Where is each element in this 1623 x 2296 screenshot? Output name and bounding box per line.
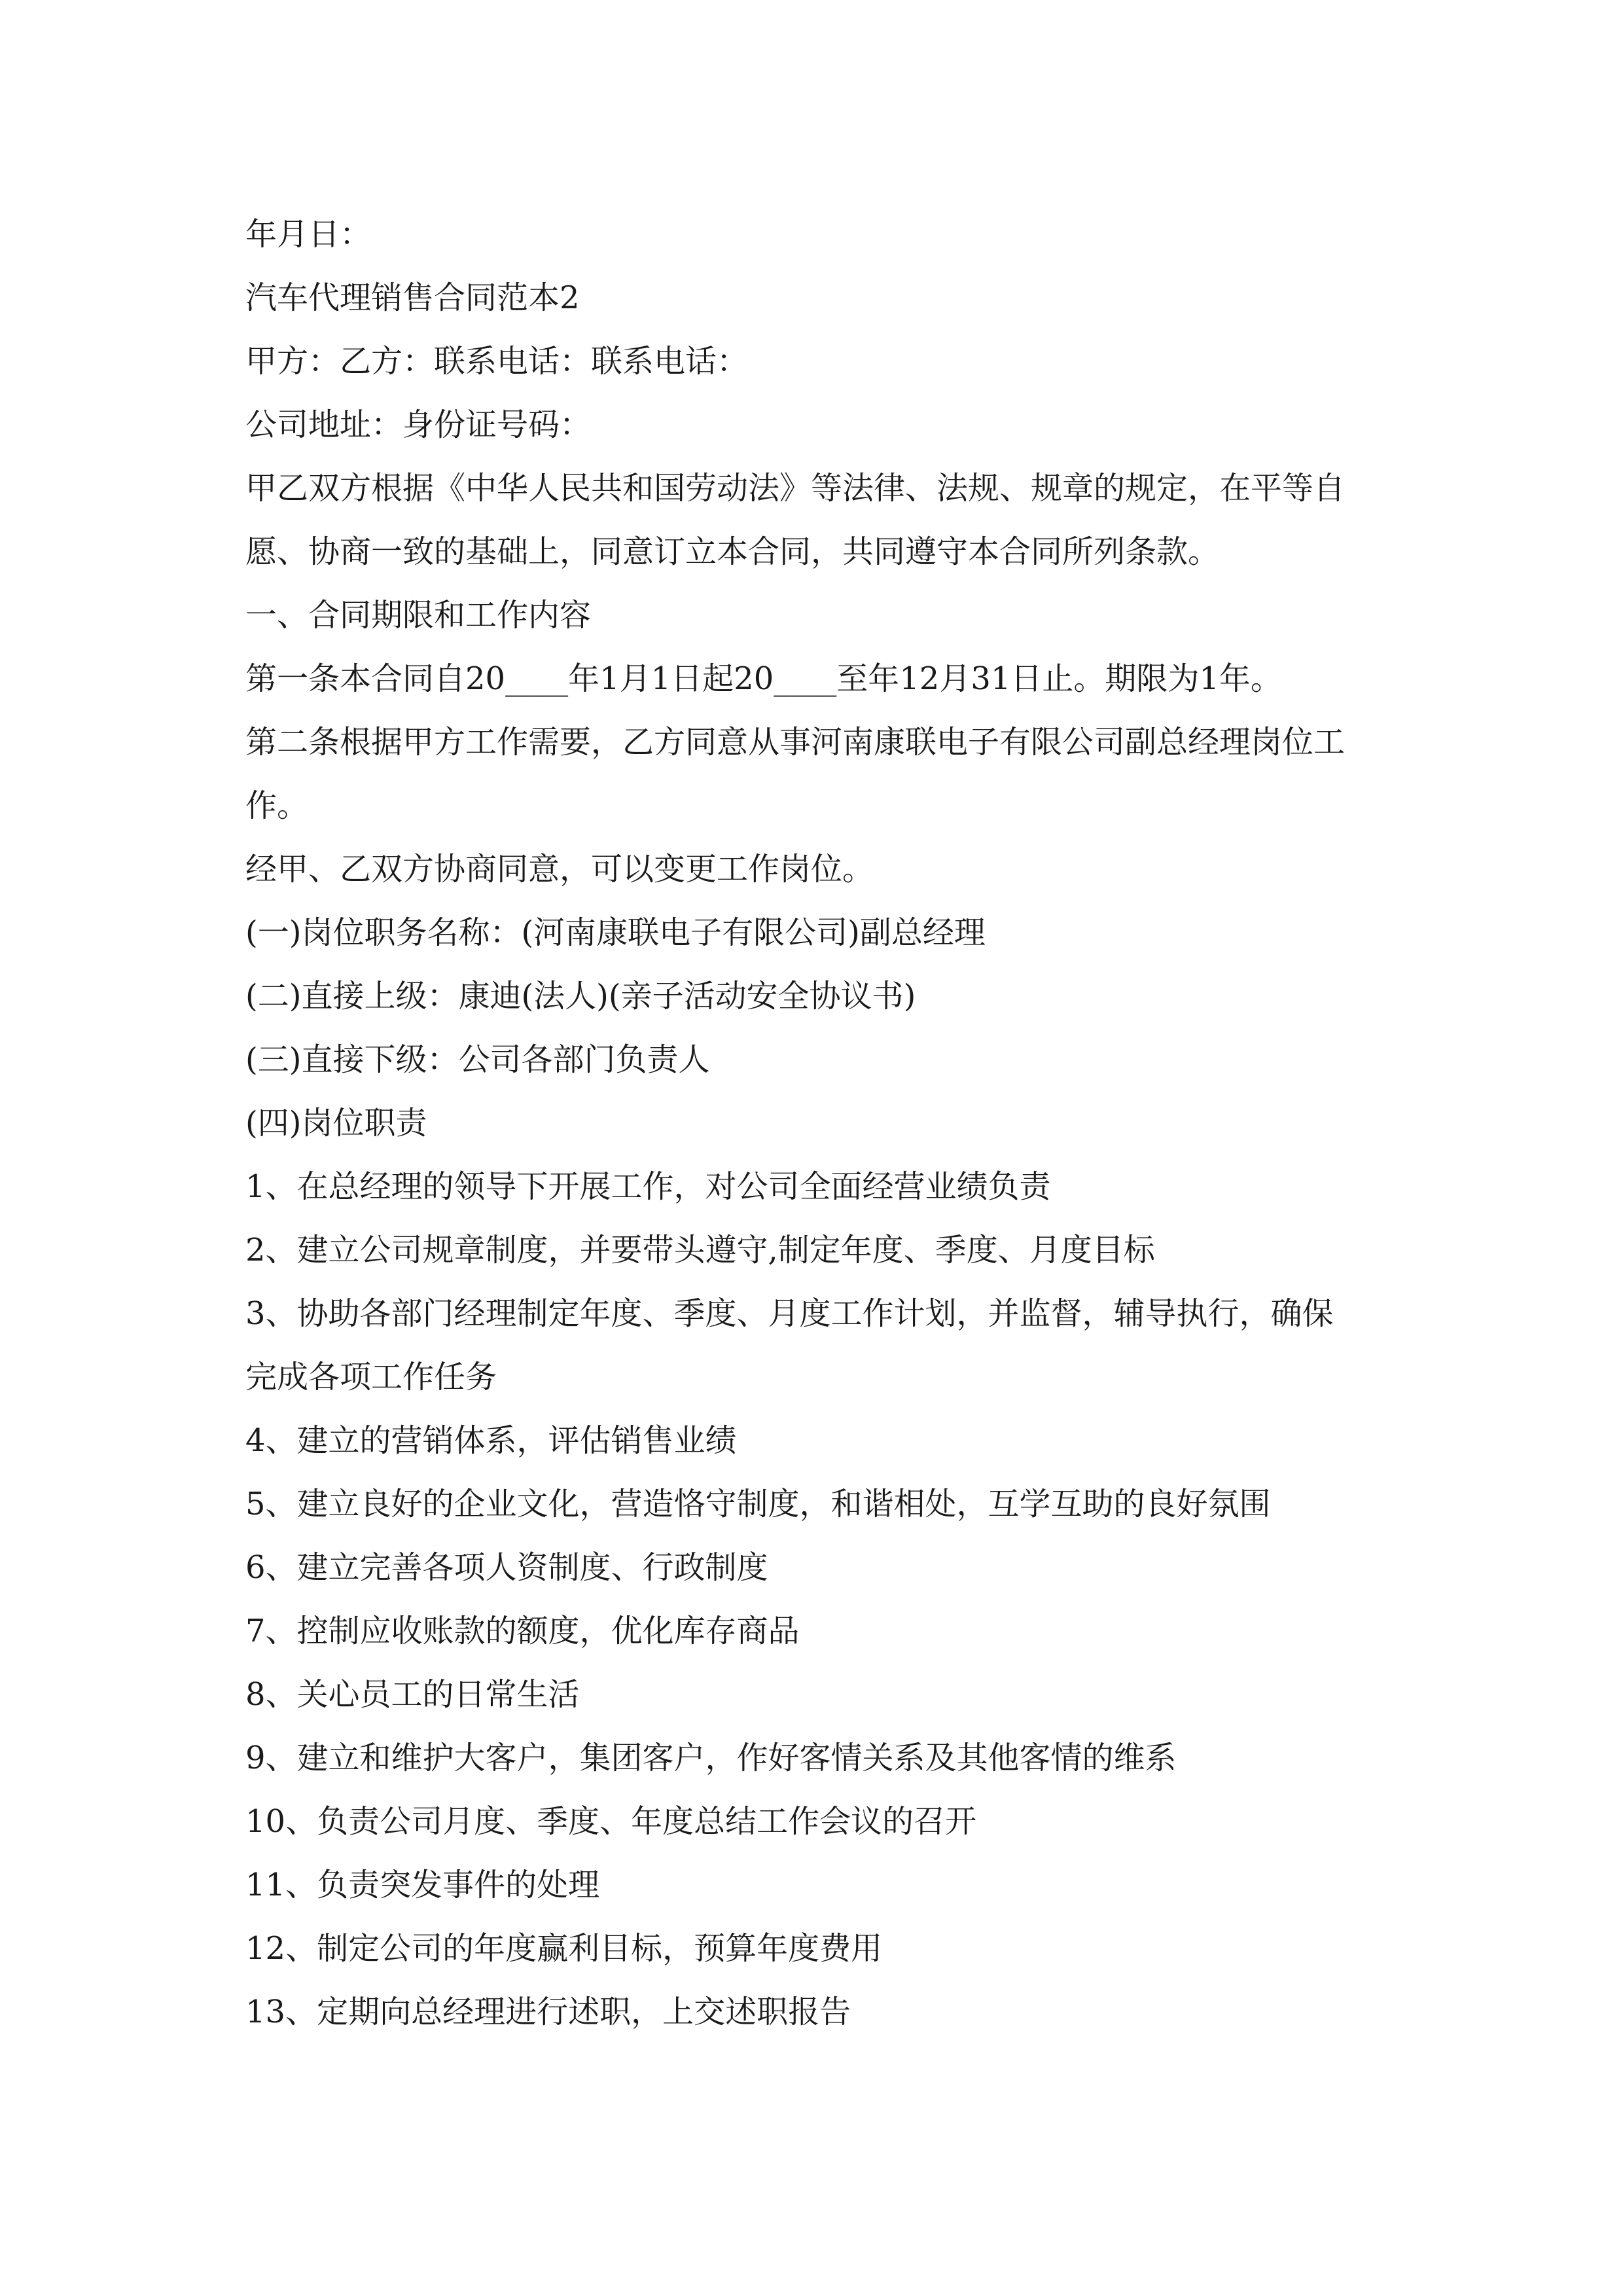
article-1: 第一条本合同自20____年1月1日起20____至年12月31日止。期限为1年。	[245, 660, 1282, 697]
duty-item-7: 7、控制应收账款的额度，优化库存商品	[245, 1613, 800, 1649]
article-2-line-1: 第二条根据甲方工作需要，乙方同意从事河南康联电子有限公司副总经理岗位工	[245, 724, 1346, 761]
article-2-line-2: 作。	[245, 787, 309, 824]
date-line: 年月日：	[245, 216, 372, 253]
duty-item-4: 4、建立的营销体系，评估销售业绩	[245, 1422, 737, 1459]
position-title-line: (一)岗位职务名称：(河南康联电子有限公司)副总经理	[245, 914, 986, 951]
contract-title: 汽车代理销售合同范本2	[245, 279, 580, 316]
parties-line: 甲方：乙方：联系电话：联系电话：	[245, 343, 749, 380]
duty-item-9: 9、建立和维护大客户，集团客户，作好客情关系及其他客情的维系	[245, 1740, 1177, 1776]
duty-item-3-line-1: 3、协助各部门经理制定年度、季度、月度工作计划，并监督，辅导执行，确保	[245, 1295, 1334, 1332]
duty-item-5: 5、建立良好的企业文化，营造恪守制度，和谐相处，互学互助的良好氛围	[245, 1486, 1271, 1522]
duty-item-3-line-2: 完成各项工作任务	[245, 1359, 497, 1395]
duty-item-10: 10、负责公司月度、季度、年度总结工作会议的召开	[245, 1803, 977, 1840]
duty-item-13: 13、定期向总经理进行述职，上交述职报告	[245, 1994, 851, 2030]
duty-item-11: 11、负责突发事件的处理	[245, 1867, 600, 1903]
duty-item-12: 12、制定公司的年度赢利目标，预算年度费用	[245, 1930, 883, 1967]
duty-item-8: 8、关心员工的日常生活	[245, 1676, 580, 1713]
address-line: 公司地址：身份证号码：	[245, 406, 592, 443]
duties-heading: (四)岗位职责	[245, 1105, 427, 1141]
duty-item-6: 6、建立完善各项人资制度、行政制度	[245, 1549, 768, 1586]
direct-superior-line: (二)直接上级：康迪(法人)(亲子活动安全协议书)	[245, 978, 916, 1014]
duty-item-1: 1、在总经理的领导下开展工作，对公司全面经营业绩负责	[245, 1168, 1051, 1205]
duty-item-2: 2、建立公司规章制度，并要带头遵守,制定年度、季度、月度目标	[245, 1232, 1155, 1268]
position-change-line: 经甲、乙双方协商同意，可以变更工作岗位。	[245, 851, 874, 888]
document-body	[245, 203, 1384, 2044]
preamble-line-1: 甲乙双方根据《中华人民共和国劳动法》等法律、法规、规章的规定，在平等自	[245, 470, 1346, 507]
direct-subordinate-line: (三)直接下级：公司各部门负责人	[245, 1041, 710, 1078]
section-heading-1: 一、合同期限和工作内容	[245, 597, 592, 634]
preamble-line-2: 愿、协商一致的基础上，同意订立本合同，共同遵守本合同所列条款。	[245, 533, 1220, 570]
